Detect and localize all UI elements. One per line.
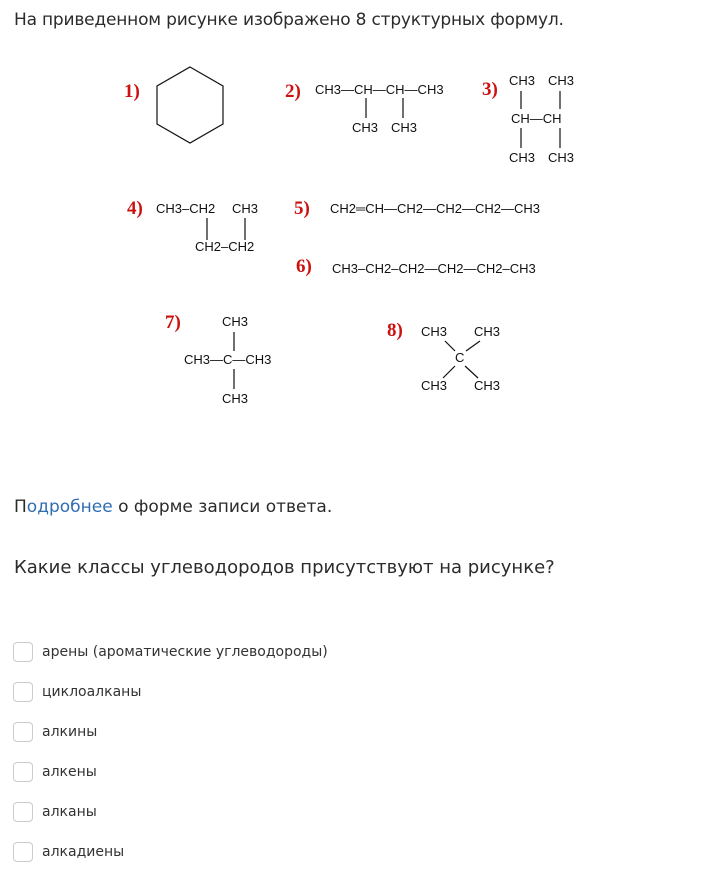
option-alkenes[interactable] (13, 752, 328, 792)
option-alkynes[interactable] (13, 712, 328, 752)
hint-suffix: о форме записи ответа. (112, 497, 333, 517)
formula-2-branch: CH3 (352, 120, 379, 135)
formula-8-branch: CH3 (421, 378, 448, 393)
cyclohexane-ring (157, 67, 223, 143)
option-label: алканы (42, 804, 97, 820)
answer-format-hint (14, 497, 332, 517)
option-alkanes[interactable] (13, 792, 328, 832)
option-alkadienes[interactable] (13, 832, 328, 872)
checkbox[interactable] (13, 722, 33, 742)
formula-8-bond (445, 341, 455, 351)
formula-7-branch: CH3 (222, 391, 249, 406)
formula-7-chain: CH3—C—CH3 (184, 352, 272, 367)
formula-label-4: 4) (127, 198, 143, 219)
formula-label-2: 2) (285, 81, 301, 102)
checkbox[interactable] (13, 642, 33, 662)
formula-label-6: 6) (296, 256, 312, 277)
formula-4-chain: CH2–CH2 (195, 239, 255, 254)
formula-8-branch: CH3 (474, 378, 501, 393)
hint-prefix: П (14, 497, 27, 517)
formula-label-8: 8) (387, 320, 403, 341)
formula-label-3: 3) (482, 79, 498, 100)
option-label: арены (ароматические углеводороды) (42, 644, 328, 660)
checkbox[interactable] (13, 842, 33, 862)
formula-3-chain: CH—CH (511, 111, 562, 126)
formula-8-branch: CH3 (474, 324, 501, 339)
formula-8-bond (443, 366, 455, 378)
checkbox[interactable] (13, 802, 33, 822)
formula-label-1: 1) (124, 81, 140, 102)
formula-3-branch: CH3 (509, 150, 536, 165)
option-cycloalkanes[interactable] (13, 672, 328, 712)
option-label: циклоалканы (42, 684, 142, 700)
formula-8-branch: CH3 (421, 324, 448, 339)
formula-3-branch: CH3 (509, 73, 536, 88)
answer-options (13, 632, 328, 872)
formula-2-branch: CH3 (391, 120, 418, 135)
answer-format-link[interactable]: одробнее (26, 497, 113, 517)
formula-label-5: 5) (294, 198, 310, 219)
formula-7-branch: CH3 (222, 314, 249, 329)
formula-4-branch: CH3 (232, 201, 259, 216)
checkbox[interactable] (13, 762, 33, 782)
formula-8-bond (466, 341, 480, 351)
formula-2-chain: CH3—CH—CH—CH3 (315, 82, 444, 97)
formula-3-branch: CH3 (548, 150, 575, 165)
question-text: Какие классы углеводородов присутствуют на рисунке? (14, 557, 555, 578)
formula-4-chain: CH3–CH2 (156, 201, 216, 216)
formula-label-7: 7) (165, 312, 181, 333)
formula-8-bond (465, 366, 478, 378)
formula-8-center: C (455, 350, 465, 365)
option-label: алкины (42, 724, 98, 740)
formula-6-chain: CH3–CH2–CH2—CH2—CH2–CH3 (332, 261, 536, 276)
option-arenes[interactable] (13, 632, 328, 672)
formula-3-branch: CH3 (548, 73, 575, 88)
intro-text: На приведенном рисунке изображено 8 структурных формул. (14, 10, 564, 30)
formula-5-chain: CH2═CH—CH2—CH2—CH2—CH3 (330, 201, 541, 216)
checkbox[interactable] (13, 682, 33, 702)
option-label: алкены (42, 764, 97, 780)
option-label: алкадиены (42, 844, 125, 860)
